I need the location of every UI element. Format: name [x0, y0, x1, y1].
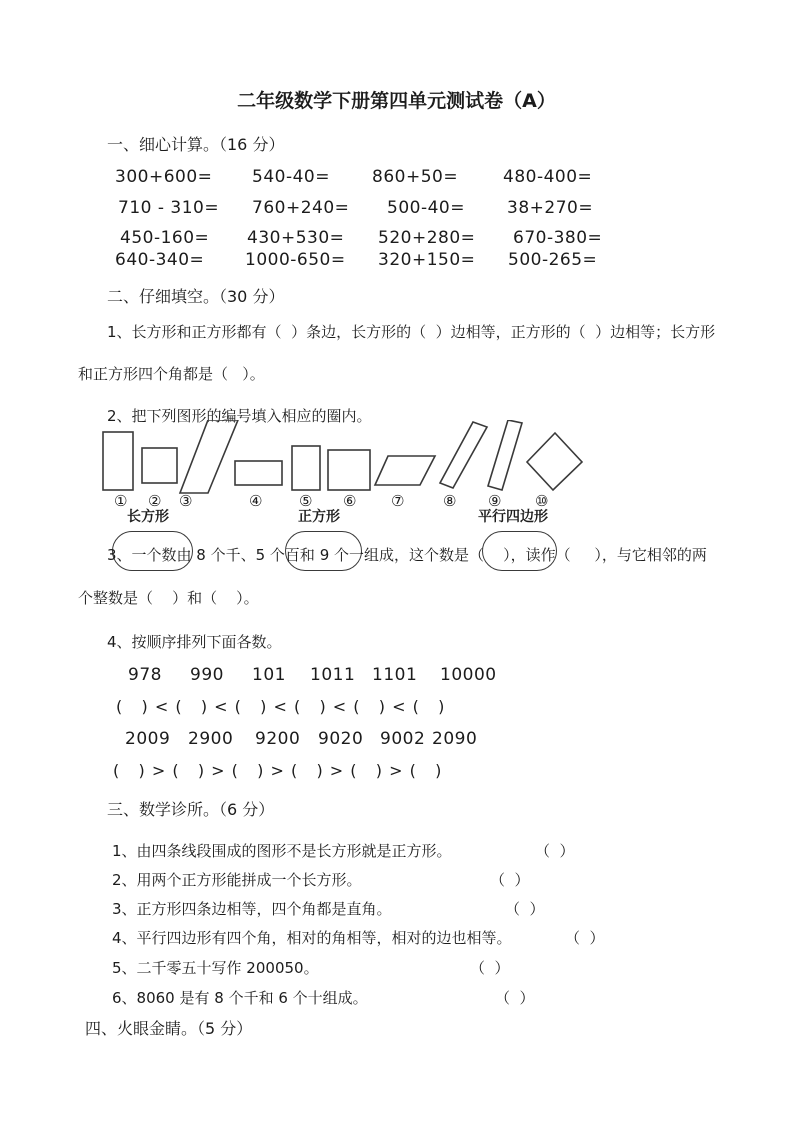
shape-number-9: ⑨ [488, 492, 502, 510]
fill-blank-q1-line2: 和正方形四个角都是（ ）。 [78, 365, 265, 383]
calc-cell: 640-340= [115, 250, 205, 270]
calc-cell: 1000-650= [245, 250, 346, 270]
fill-blank-q4: 4、按顺序排列下面各数。 [107, 633, 282, 651]
tf-answer-paren: （ ） [505, 900, 545, 918]
tf-statement: 3、正方形四条边相等，四个角都是直角。 [112, 900, 392, 918]
q4-compare-ascending: ( ) < ( ) < ( ) < ( ) < ( ) < ( ) [116, 697, 446, 716]
q4-number: 9200 [255, 729, 301, 749]
tf-answer-paren: （ ） [495, 989, 535, 1007]
shape-9-thin-parallelogram [488, 420, 522, 490]
section1-heading: 一、细心计算。（16 分） [107, 135, 285, 154]
q4-number: 2900 [188, 729, 234, 749]
fill-blank-q3-line1: 3、一个数由 8 个千、5 个百和 9 个一组成，这个数是（ ），读作（ ），与它相邻的两 [107, 546, 707, 564]
fill-blank-q2: 2、把下列图形的编号填入相应的圈内。 [107, 407, 372, 425]
fill-blank-q1-line1: 1、长方形和正方形都有（ ）条边，长方形的（ ）边相等，正方形的（ ）边相等；长方形 [107, 323, 716, 341]
calc-cell: 450-160= [120, 228, 210, 248]
shape-2-small-rectangle [142, 448, 177, 483]
q4-number: 990 [190, 665, 224, 685]
calc-cell: 430+530= [247, 228, 345, 248]
q4-number: 10000 [440, 665, 497, 685]
tf-answer-paren: （ ） [565, 929, 605, 947]
shape-6-square [328, 450, 370, 490]
bin-label-parallelogram: 平行四边形 [478, 509, 548, 525]
tf-answer-paren: （ ） [470, 959, 510, 977]
shape-number-6: ⑥ [343, 492, 357, 510]
tf-statement: 6、8060 是有 8 个千和 6 个十组成。 [112, 989, 368, 1007]
calc-cell: 500-265= [508, 250, 598, 270]
calc-cell: 670-380= [513, 228, 603, 248]
q4-number: 1101 [372, 665, 418, 685]
q4-compare-descending: ( ) > ( ) > ( ) > ( ) > ( ) > ( ) [113, 761, 443, 780]
tf-statement: 4、平行四边形有四个角，相对的角相等，相对的边也相等。 [112, 929, 512, 947]
shape-number-4: ④ [249, 492, 263, 510]
shape-number-10: ⑩ [535, 492, 549, 510]
page-title: 二年级数学下册第四单元测试卷（A） [237, 90, 556, 112]
bin-label-square: 正方形 [298, 509, 340, 525]
shape-5-vertical-rectangle [292, 446, 320, 490]
bin-label-rectangle: 长方形 [127, 509, 169, 525]
shape-number-5: ⑤ [299, 492, 313, 510]
section2-heading: 二、仔细填空。（30 分） [107, 287, 285, 306]
shape-number-3: ③ [179, 492, 193, 510]
shape-number-2: ② [148, 492, 162, 510]
shape-7-parallelogram [375, 456, 435, 485]
shape-3-slanted-parallelogram [180, 420, 238, 493]
tf-answer-paren: （ ） [490, 871, 530, 889]
calc-cell: 500-40= [387, 198, 465, 218]
calc-cell: 320+150= [378, 250, 476, 270]
shape-number-8: ⑧ [443, 492, 457, 510]
q4-number: 2009 [125, 729, 171, 749]
shape-number-7: ⑦ [391, 492, 405, 510]
q4-number: 978 [128, 665, 162, 685]
shape-10-diamond [527, 433, 582, 490]
calc-cell: 760+240= [252, 198, 350, 218]
calc-cell: 520+280= [378, 228, 476, 248]
shape-4-horizontal-rectangle [235, 461, 282, 485]
shape-8-thin-parallelogram [440, 422, 487, 488]
q4-number: 2090 [432, 729, 478, 749]
q4-number: 101 [252, 665, 286, 685]
tf-statement: 5、二千零五十写作 200050。 [112, 959, 319, 977]
shape-1-vertical-rectangle [103, 432, 133, 490]
calc-cell: 710 - 310= [118, 198, 220, 218]
calc-cell: 540-40= [252, 167, 330, 187]
q4-number: 1011 [310, 665, 356, 685]
calc-cell: 480-400= [503, 167, 593, 187]
q4-number: 9020 [318, 729, 364, 749]
calc-cell: 300+600= [115, 167, 213, 187]
section4-heading: 四、火眼金睛。（5 分） [85, 1019, 253, 1038]
q4-number: 9002 [380, 729, 426, 749]
fill-blank-q3-line2: 个整数是（ ）和（ ）。 [78, 589, 259, 607]
calc-cell: 860+50= [372, 167, 459, 187]
calc-cell: 38+270= [507, 198, 594, 218]
shape-number-1: ① [114, 492, 128, 510]
section3-heading: 三、数学诊所。（6 分） [107, 800, 275, 819]
tf-answer-paren: （ ） [535, 842, 575, 860]
tf-statement: 1、由四条线段围成的图形不是长方形就是正方形。 [112, 842, 452, 860]
tf-statement: 2、用两个正方形能拼成一个长方形。 [112, 871, 362, 889]
